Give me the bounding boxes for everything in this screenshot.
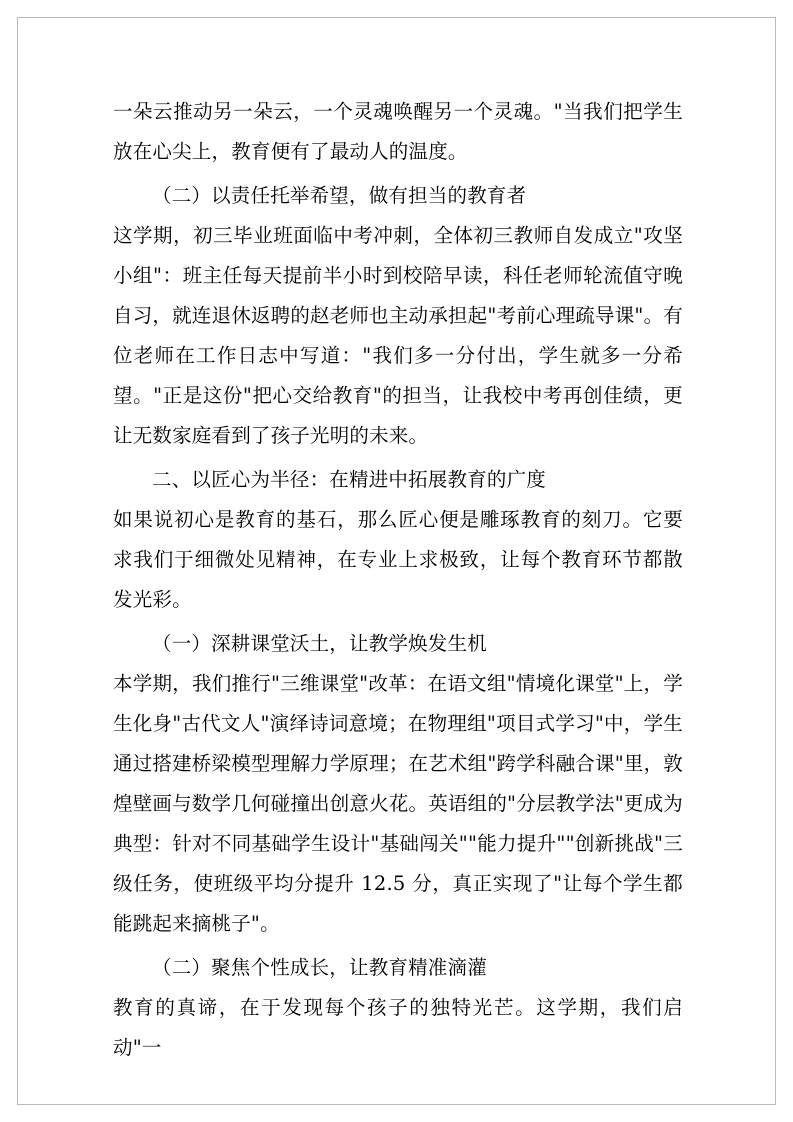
paragraph-heading-6: （一）深耕课堂沃土，让教学焕发生机 [152,632,487,655]
paragraph-3: 这学期，初三毕业班面临中考冲刺，全体初三教师自发成立"攻坚小组"：班主任每天提前半小时到校陪早读，科任老师轮流值守晚自习，就连退休返聘的赵老师也主动承担起"考前心理疏导课"。有位老师在工作日志中写道："我们多一分付出，学生就多一分希望。"正是这份"把心交给教育"的担当，让我校中考再创佳绩，更让无数家庭看到了孩子光明的未来。 [113,224,683,447]
paragraph-heading-4: 二、以匠心为半径：在精进中拓展教育的广度 [152,468,547,491]
document-body [113,92,683,1068]
paragraph-heading-8: （二）聚焦个性成长，让教育精准滴灌 [152,956,487,979]
paragraph-9: 教育的真谛，在于发现每个孩子的独特光芒。这学期，我们启动"一 [113,996,683,1059]
paragraph-7: 本学期，我们推行"三维课堂"改革：在语文组"情境化课堂"上，学生化身"古代文人"演绎诗词意境；在物理组"项目式学习"中，学生通过搭建桥梁模型理解力学原理；在艺术组"跨学科融合课"里，敦煌壁画与数学几何碰撞出创意火花。英语组的"分层教学法"更成为典型：针对不同基础学生设计"基础闯关""能力提升""创新挑战"三级任务，使班级平均分提升 12.5 分，真正实现了"让每个学生都能跳起来摘桃子"。 [113,672,683,935]
paragraph-5: 如果说初心是教育的基石，那么匠心便是雕琢教育的刻刀。它要求我们于细微处见精神，在专业上求极致，让每个教育环节都散发光彩。 [113,508,683,611]
paragraph-1: 一朵云推动另一朵云，一个灵魂唤醒另一个灵魂。"当我们把学生放在心尖上，教育便有了最动人的温度。 [113,100,683,163]
paragraph-heading-2: （二）以责任托举希望，做有担当的教育者 [152,184,527,207]
